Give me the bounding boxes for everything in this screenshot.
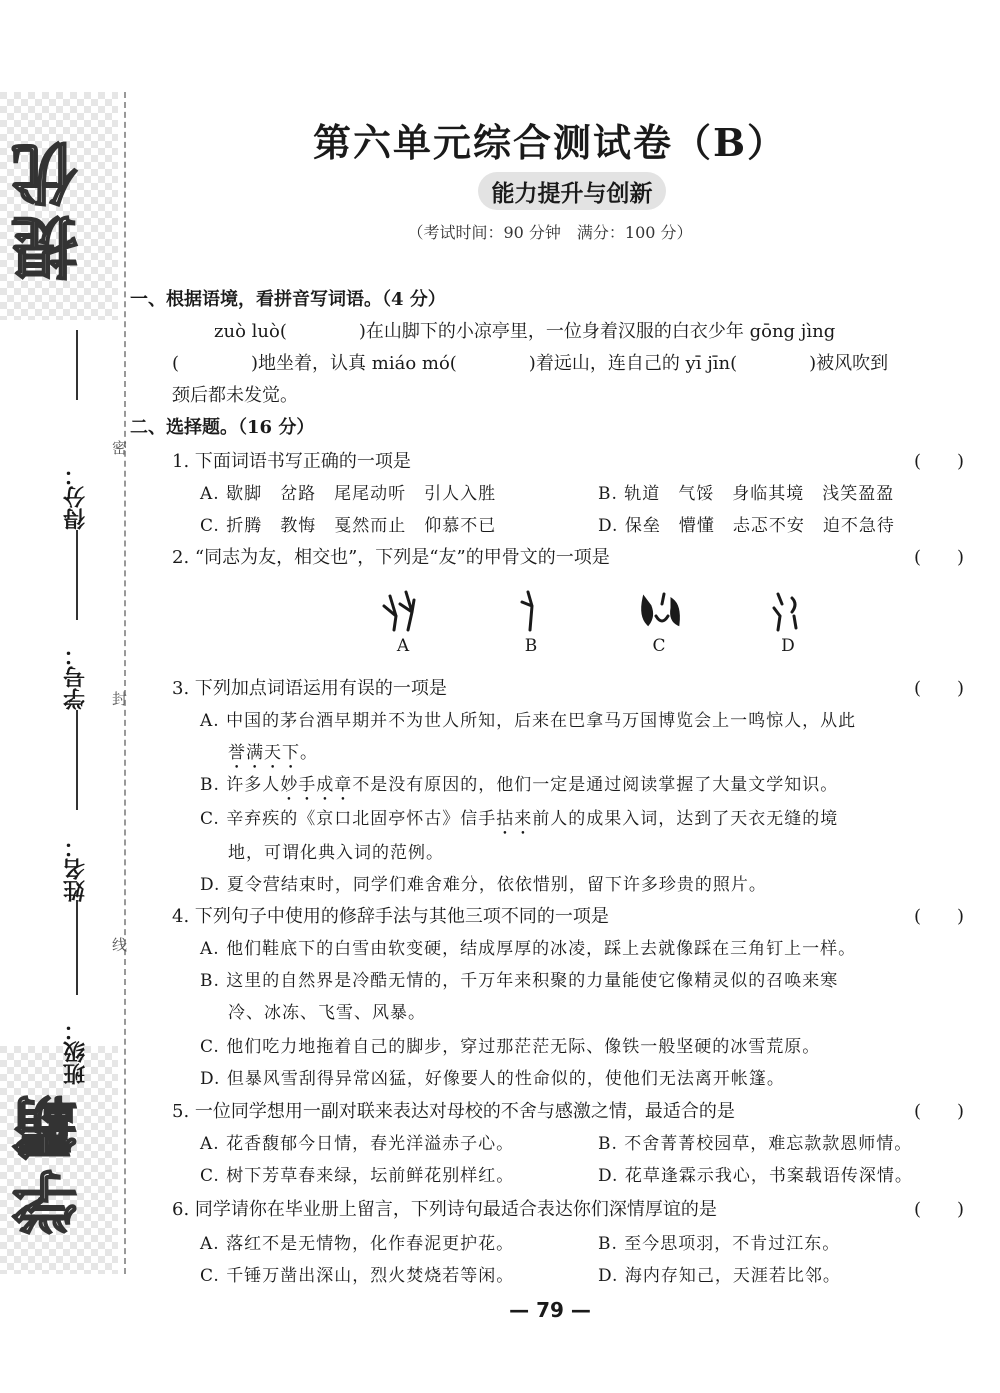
q6-option-c[interactable]: C. 千锤万凿出深山，烈火焚烧若等闲。 — [200, 1266, 515, 1286]
q2-stem: 2. “同志为友，相交也”，下列是“友”的甲骨文的一项是 — [172, 547, 610, 568]
q6-stem: 6. 同学请你在毕业册上留言，下列诗句最适合表达你们深情厚谊的是 — [172, 1199, 717, 1220]
q1-option-b[interactable]: B. 轨道 气馁 身临其境 浅笑盈盈 — [598, 484, 895, 504]
class-label: 班级： — [63, 1019, 89, 1085]
sidebar-top-banner — [0, 92, 118, 320]
q3-dotted-yumantianxia: 誉满天下 — [228, 743, 300, 763]
q3-stem: 3. 下列加点词语运用有误的一项是 — [172, 678, 447, 699]
q2-answer-blank[interactable]: ( ) — [914, 547, 965, 568]
page-subtitle: 能力提升与创新 — [491, 181, 653, 207]
student-id-field[interactable] — [56, 620, 96, 710]
q4-answer-blank[interactable]: ( ) — [914, 906, 965, 927]
q3-answer-blank[interactable]: ( ) — [914, 678, 965, 699]
q3-dotted-miaoshouchengzhang: 妙手成章 — [280, 775, 353, 795]
q4-option-c[interactable]: C. 他们吃力地拖着自己的脚步，穿过那茫茫无际、像铁一般坚硬的冰雪荒原。 — [200, 1037, 821, 1057]
q6-option-a[interactable]: A. 落红不是无情物，化作春泥更护花。 — [200, 1234, 515, 1254]
q5-option-a[interactable]: A. 花香馥郁今日情，春光洋溢赤子心。 — [200, 1134, 515, 1154]
q1-option-d[interactable]: D. 保垒 懵懂 忐忑不安 迫不急待 — [598, 516, 895, 536]
q3-dotted-nianlai: 拈来 — [496, 809, 533, 829]
section-2-heading: 二、选择题。（16 分） — [130, 417, 315, 438]
page-number: — 79 — — [509, 1298, 591, 1322]
sidebar-top-word: 提优 — [12, 133, 89, 281]
q3-option-d[interactable]: D. 夏令营结束时，同学们难舍难分，依依惜别，留下许多珍贵的照片。 — [200, 875, 767, 895]
q4-option-b-line-1[interactable]: B. 这里的自然界是冷酷无情的，千万年来积聚的力量能使它像精灵似的召唤来寒 — [200, 971, 839, 991]
page-title: 第六单元综合测试卷（B） — [312, 120, 788, 165]
student-id-label: 学号： — [63, 644, 89, 710]
score-label: 得分： — [63, 464, 89, 530]
class-underline — [76, 900, 78, 995]
q3-option-c-line-1[interactable]: C. 辛弃疾的《京口北固亭怀古》信手拈来前人的成果入词，达到了天衣无缝的境 — [200, 809, 839, 829]
q2-label-c[interactable]: C — [652, 636, 666, 656]
section-1-line-2: ( )地坐着，认真 miáo mó( )着远山，连自己的 yī jīn( )被风吹到 — [172, 353, 889, 374]
q3-option-c-line-2[interactable]: 地，可谓化典入词的范例。 — [228, 843, 444, 863]
q2-label-a[interactable]: A — [396, 636, 410, 656]
q1-option-a[interactable]: A. 歇脚 岔路 尾尾动听 引人入胜 — [200, 484, 497, 504]
q4-stem: 4. 下列句子中使用的修辞手法与其他三项不同的一项是 — [172, 906, 609, 927]
q1-stem: 1. 下面词语书写正确的一项是 — [172, 451, 411, 472]
name-label: 姓名： — [63, 836, 89, 902]
q5-option-b[interactable]: B. 不舍菁菁校园草，难忘款款恩师情。 — [598, 1134, 913, 1154]
score-field[interactable] — [56, 400, 96, 530]
q3-option-a-line-1[interactable]: A. 中国的茅台酒早期并不为世人所知，后来在巴拿马万国博览会上一鸣惊人，从此 — [200, 711, 857, 731]
q2-label-d[interactable]: D — [781, 636, 795, 656]
class-field[interactable] — [56, 995, 96, 1085]
score-underline — [76, 330, 78, 400]
glyph-b-icon — [522, 592, 532, 630]
seal-mark-mi: 密 — [112, 439, 128, 457]
seal-mark-feng: 封 — [112, 690, 128, 708]
q6-answer-blank[interactable]: ( ) — [914, 1199, 965, 1220]
q5-answer-blank[interactable]: ( ) — [914, 1101, 965, 1122]
section-1-line-3: 颈后都未发觉。 — [172, 385, 298, 406]
seal-mark-xian: 线 — [112, 936, 128, 954]
q5-option-c[interactable]: C. 树下芳草春来绿，坛前鲜花别样红。 — [200, 1166, 515, 1186]
q5-option-d[interactable]: D. 花草逢霖示我心，书案载语传深情。 — [598, 1166, 913, 1186]
q1-answer-blank[interactable]: ( ) — [914, 451, 965, 472]
q5-stem: 5. 一位同学想用一副对联来表达对母校的不舍与感激之情，最适合的是 — [172, 1101, 735, 1122]
section-1-heading: 一、根据语境，看拼音写词语。（4 分） — [130, 289, 446, 310]
q1-option-c[interactable]: C. 折腾 教悔 戛然而止 仰慕不已 — [200, 516, 497, 536]
sidebar-bottom-word: 学霸 — [12, 1087, 89, 1235]
glyph-a-icon — [384, 592, 414, 630]
binding-cut-line — [124, 92, 126, 1274]
section-1-line-1: zuò luò( )在山脚下的小凉亭里，一位身着汉服的白衣少年 gōng jìng — [214, 321, 836, 342]
student-id-underline — [76, 530, 78, 620]
q4-option-b-line-2[interactable]: 冷、冰冻、飞雪、风暴。 — [228, 1003, 426, 1023]
name-field[interactable] — [56, 812, 96, 902]
q3-option-b[interactable]: B. 许多人妙手成章不是没有原因的，他们一定是通过阅读掌握了大量文学知识。 — [200, 775, 839, 795]
exam-info: （考试时间：90 分钟 满分：100 分） — [407, 223, 693, 242]
q3-option-a-line-2[interactable]: 誉满天下。 — [228, 743, 318, 763]
q4-option-a[interactable]: A. 他们鞋底下的白雪由软变硬，结成厚厚的冰凌，踩上去就像踩在三角钉上一样。 — [200, 939, 857, 959]
name-underline — [76, 710, 78, 810]
q6-option-d[interactable]: D. 海内存知己，天涯若比邻。 — [598, 1266, 841, 1286]
q6-option-b[interactable]: B. 至今思项羽，不肯过江东。 — [598, 1234, 841, 1254]
glyph-c-icon — [643, 594, 679, 624]
glyph-d-icon — [774, 594, 796, 630]
q2-label-b[interactable]: B — [524, 636, 538, 656]
q4-option-d[interactable]: D. 但暴风雪刮得异常凶猛，好像要人的性命似的，使他们无法离开帐篷。 — [200, 1069, 785, 1089]
oracle-bone-glyphs — [380, 586, 820, 636]
